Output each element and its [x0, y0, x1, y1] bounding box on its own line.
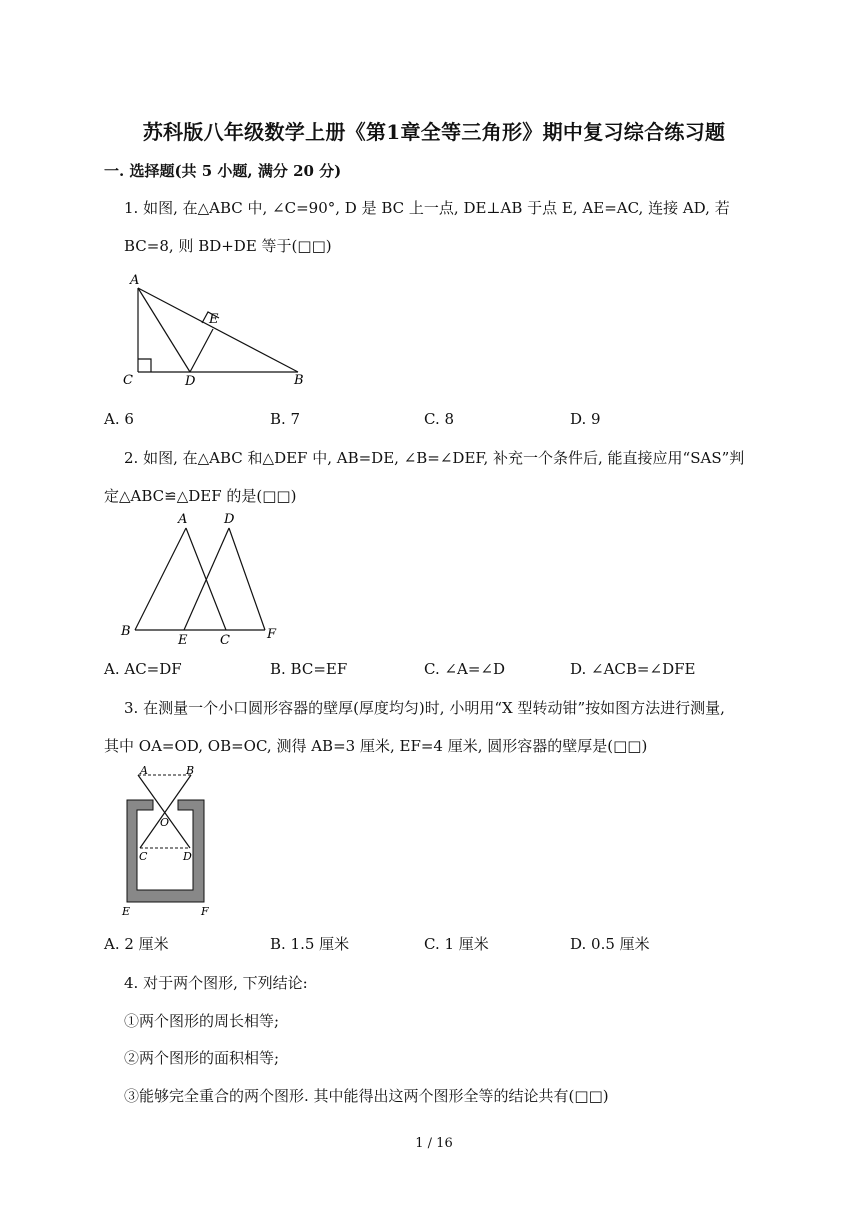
q3-label-d: D [183, 850, 192, 863]
question-3-line-2: 其中 OA=OD, OB=OC, 测得 AB=3 厘米, EF=4 厘米, 圆形容器的壁厚是(□□) [104, 737, 648, 755]
question-2-figure [118, 508, 288, 650]
question-1-line-1: 1. 如图, 在△ABC 中, ∠C=90°, D 是 BC 上一点, DE⊥AB 于点 E, AE=AC, 连接 AD, 若 [124, 199, 730, 217]
page-number: 1 / 16 [415, 1136, 453, 1151]
q2-label-a: A [178, 512, 188, 527]
q2-option-c: C. ∠A=∠D [424, 660, 506, 678]
q3-option-c: C. 1 厘米 [424, 935, 489, 953]
question-4-item-2: ②两个图形的面积相等; [124, 1049, 280, 1067]
page-title: 苏科版八年级数学上册《第1章全等三角形》期中复习综合练习题 [142, 120, 726, 144]
q2-label-c: C [220, 633, 230, 648]
q1-label-d: D [185, 374, 196, 389]
section-heading: 一. 选择题(共 5 小题, 满分 20 分) [104, 162, 342, 180]
q2-option-a: A. AC=DF [104, 660, 182, 678]
q1-label-a: A [130, 273, 140, 288]
question-3-line-1: 3. 在测量一个小口圆形容器的壁厚(厚度均匀)时, 小明用“X 型转动钳”按如图方法进行测量, [124, 699, 725, 717]
q2-label-e: E [178, 633, 188, 648]
q2-label-f: F [267, 627, 277, 642]
question-1-line-2: BC=8, 则 BD+DE 等于(□□) [124, 237, 332, 255]
q1-label-c: C [123, 373, 133, 388]
q2-label-b: B [121, 624, 131, 639]
q2-label-d: D [224, 512, 235, 527]
question-2-line-2: 定△ABC≌△DEF 的是(□□) [104, 487, 297, 505]
q3-label-o: O [160, 816, 170, 829]
q3-option-a: A. 2 厘米 [104, 935, 169, 953]
question-2-line-1: 2. 如图, 在△ABC 和△DEF 中, AB=DE, ∠B=∠DEF, 补充一个条件后, 能直接应用“SAS”判 [124, 449, 745, 467]
q1-option-d: D. 9 [570, 410, 601, 428]
q3-label-f: F [201, 905, 209, 918]
q1-label-e: E [209, 312, 219, 327]
q3-label-a: A [140, 764, 148, 777]
q3-option-b: B. 1.5 厘米 [270, 935, 350, 953]
q3-label-b: B [186, 764, 195, 777]
q2-option-d: D. ∠ACB=∠DFE [570, 660, 696, 678]
question-4-item-1: ①两个图形的周长相等; [124, 1012, 280, 1030]
q1-option-c: C. 8 [424, 410, 455, 428]
question-3-figure [118, 760, 228, 920]
q3-label-c: C [139, 850, 148, 863]
q2-option-b: B. BC=EF [270, 660, 348, 678]
q3-label-e: E [122, 905, 131, 918]
q1-label-b: B [294, 373, 304, 388]
question-1-figure [118, 268, 318, 393]
question-4-item-3: ③能够完全重合的两个图形. 其中能得出这两个图形全等的结论共有(□□) [124, 1087, 609, 1105]
q3-option-d: D. 0.5 厘米 [570, 935, 650, 953]
question-4-line-1: 4. 对于两个图形, 下列结论: [124, 974, 308, 992]
q1-option-b: B. 7 [270, 410, 301, 428]
q1-option-a: A. 6 [104, 410, 134, 428]
